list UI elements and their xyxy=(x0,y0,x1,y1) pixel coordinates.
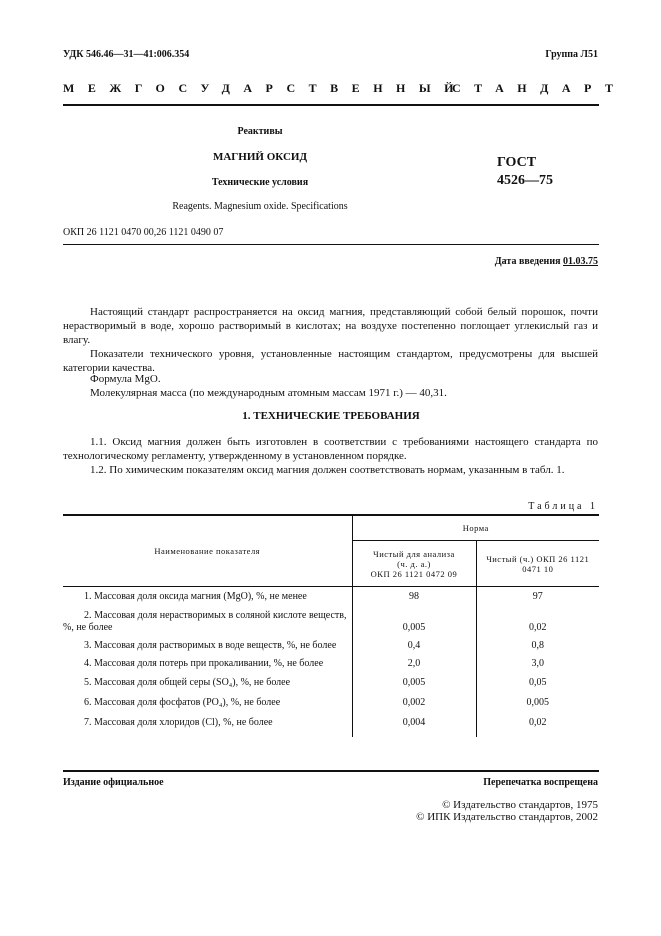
reprint-notice: Перепечатка воспрещена xyxy=(483,777,598,788)
udk-code: УДК 546.46—31—41:006.354 xyxy=(63,49,190,60)
title-rule xyxy=(63,244,599,245)
standard-type-word2: СТАНДАРТ xyxy=(452,81,627,95)
table-row xyxy=(63,713,599,737)
header-pure-line2: 0471 10 xyxy=(522,563,554,574)
table-row xyxy=(63,607,599,637)
gost-number: 4526—75 xyxy=(497,173,553,188)
row-1-name: 1. Массовая доля оксида магния (MgO), %, не менее xyxy=(63,587,352,608)
header-norm: Норма xyxy=(352,515,599,541)
copyright-2002: © ИПК Издательство стандартов, 2002 xyxy=(416,811,598,823)
effective-date-value: 01.03.75 xyxy=(563,256,598,267)
effective-date-label: Дата введения xyxy=(494,256,561,267)
row-1-value-pure-analysis: 98 xyxy=(352,587,476,608)
header-indicator-name: Наименование показателя xyxy=(63,515,352,587)
row-2-value-pure: 0,02 xyxy=(529,622,547,633)
doc-subtitle: Технические условия xyxy=(211,177,309,188)
header-pure-for-analysis xyxy=(352,541,476,587)
standard-type-word1: МЕЖГОСУДАРСТВЕННЫЙ xyxy=(63,81,467,95)
row-4-name: 4. Массовая доля потерь при прокаливании, %, не более xyxy=(63,655,352,673)
doc-category: Реактивы xyxy=(237,126,283,137)
table-row xyxy=(63,693,599,713)
table-row xyxy=(63,587,599,608)
row-4-value-pure: 3,0 xyxy=(531,658,544,669)
row-7-value-pure-analysis: 0,004 xyxy=(352,713,476,737)
intro-paragraph-4: Молекулярная масса (по международным атомным массам 1971 г.) — 40,31. xyxy=(90,387,447,399)
row-5-name: 5. Массовая доля общей серы (SO₄), %, не более xyxy=(63,673,352,693)
table-row xyxy=(63,655,599,673)
row-3-name: 3. Массовая доля растворимых в воде веществ, %, не более xyxy=(63,637,352,655)
header-pure-line1: Чистый (ч.) ОКП 26 1121 xyxy=(486,553,590,564)
table-row xyxy=(63,637,599,655)
header-pure-analysis-line2: (ч. д. а.) xyxy=(397,558,431,569)
effective-date xyxy=(495,256,598,267)
intro-paragraph-1: Настоящий стандарт распространяется на оксид магния, представляющий собой белый порошок, почти нерастворимый в воде, хорошо растворимый в кислотах; на воздухе постепенно поглощает углекислый газ и влагу. xyxy=(63,306,598,346)
row-3-value-pure: 0,8 xyxy=(531,640,544,651)
row-7-value-pure: 0,02 xyxy=(529,717,547,728)
row-6-value-pure: 0,005 xyxy=(526,697,549,708)
header-pure-analysis-line3: ОКП 26 1121 0472 09 xyxy=(370,568,458,579)
row-5-value-pure: 0,05 xyxy=(529,677,547,688)
row-6-value-pure-analysis: 0,002 xyxy=(352,693,476,713)
row-7-name: 7. Массовая доля хлоридов (Cl), %, не более xyxy=(63,713,352,737)
row-3-value-pure-analysis: 0,4 xyxy=(352,637,476,655)
intro-paragraph-2: Показатели технического уровня, установленные настоящим стандартом, предусмотрены для высшей категории качества. xyxy=(63,348,598,374)
header-rule xyxy=(63,104,599,106)
row-2-name: 2. Массовая доля нерастворимых в соляной кислоте веществ, %, не более xyxy=(63,607,352,637)
row-4-value-pure-analysis: 2,0 xyxy=(352,655,476,673)
indicators-table xyxy=(63,514,599,737)
okp-code: ОКП 26 1121 0470 00,26 1121 0490 07 xyxy=(63,227,224,238)
footer-rule xyxy=(63,770,599,772)
table-caption: Таблица 1 xyxy=(528,501,598,512)
official-edition: Издание официальное xyxy=(63,777,164,788)
doc-english-title: Reagents. Magnesium oxide. Specifications xyxy=(172,201,348,212)
row-5-value-pure-analysis: 0,005 xyxy=(352,673,476,693)
section-heading: 1. ТЕХНИЧЕСКИЕ ТРЕБОВАНИЯ xyxy=(242,410,420,422)
group-code: Группа Л51 xyxy=(545,49,598,60)
header-pure xyxy=(476,541,599,587)
row-2-value-pure-analysis: 0,005 xyxy=(352,607,476,637)
clause-1-2: 1.2. По химическим показателям оксид магния должен соответствовать нормам, указанным в табл. 1. xyxy=(90,464,565,476)
doc-name: МАГНИЙ ОКСИД xyxy=(212,151,308,163)
row-1-value-pure: 97 xyxy=(532,591,543,602)
table-row xyxy=(63,673,599,693)
header-pure-analysis-line1: Чистый для анализа xyxy=(373,548,455,559)
gost-label: ГОСТ xyxy=(497,155,537,170)
copyright-1975: © Издательство стандартов, 1975 xyxy=(442,799,598,811)
clause-1-1: 1.1. Оксид магния должен быть изготовлен в соответствии с требованиями настоящего стандарта по технологическому регламенту, утвержденному в установленном порядке. xyxy=(63,436,598,462)
intro-paragraph-3: Формула MgO. xyxy=(90,373,161,385)
row-6-name: 6. Массовая доля фосфатов (PO₄), %, не более xyxy=(63,693,352,713)
